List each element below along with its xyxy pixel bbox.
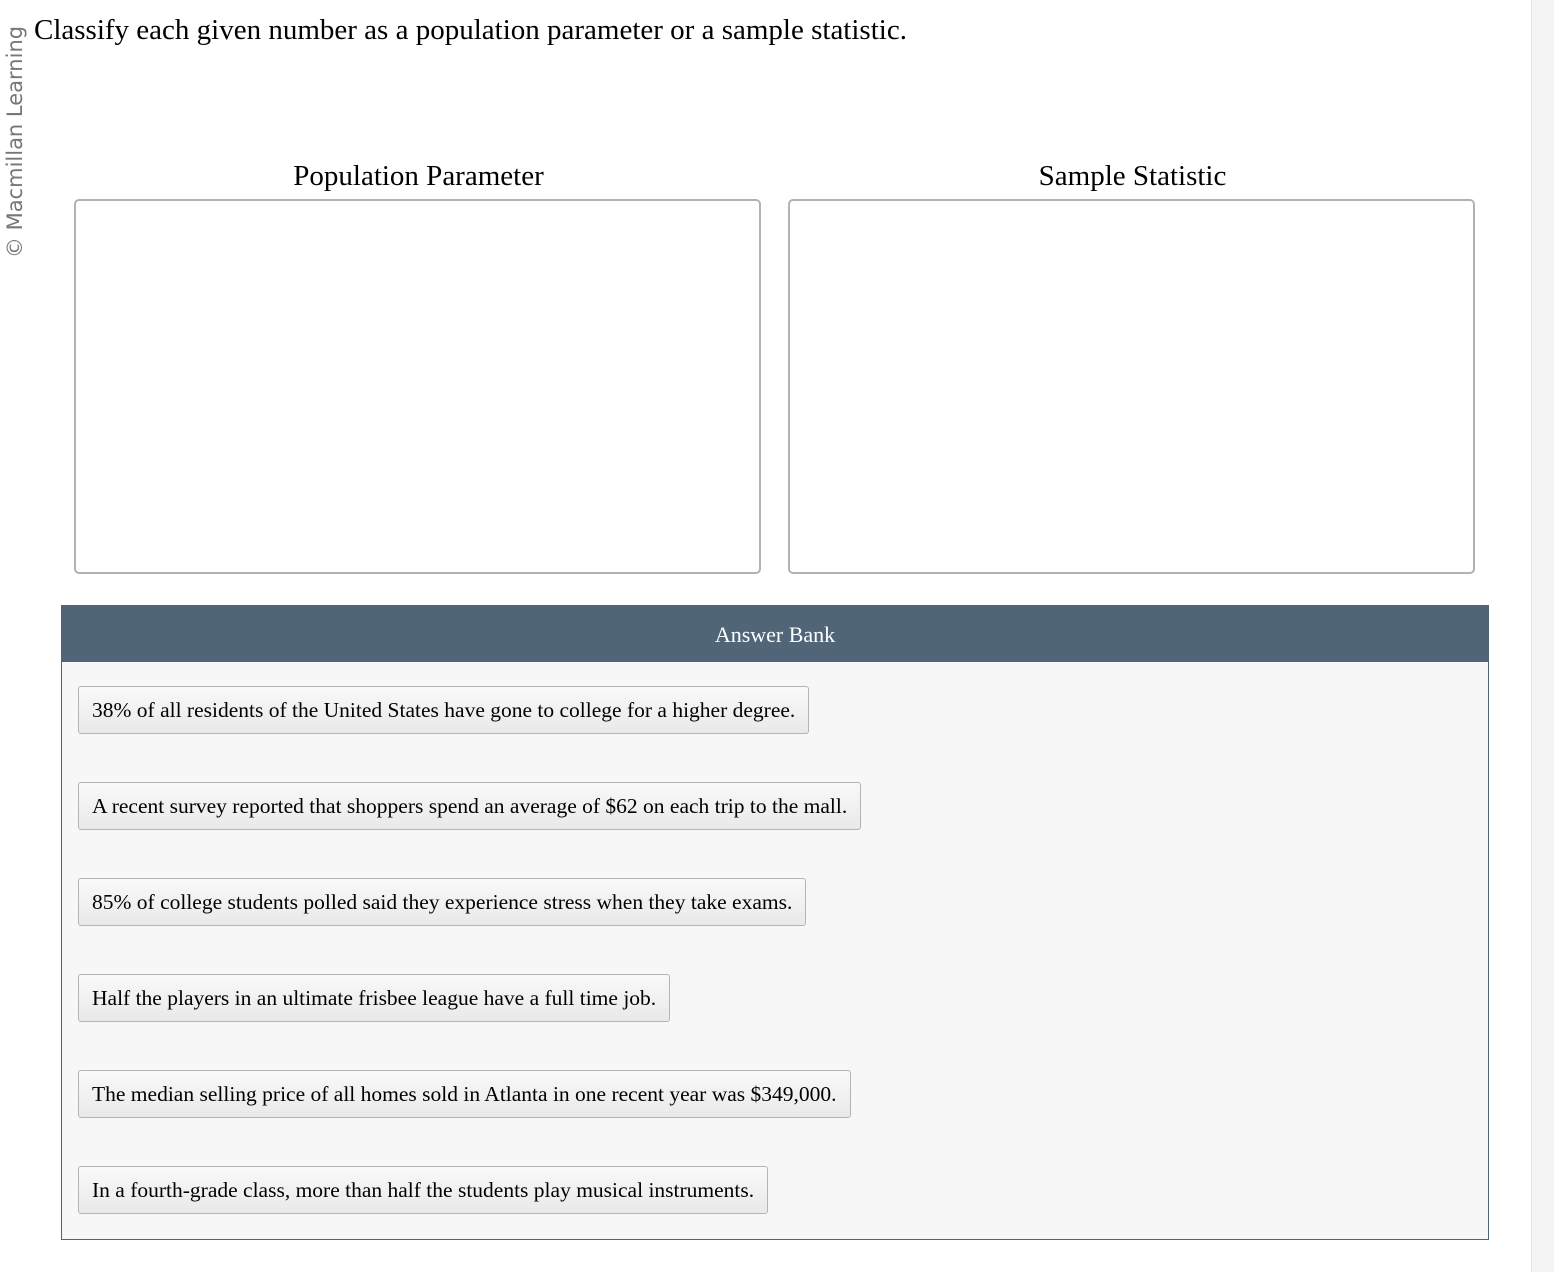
answer-bank[interactable] [61,605,1489,1240]
answer-item-frisbee-league[interactable]: Half the players in an ultimate frisbee league have a full time job. [78,974,670,1022]
sample-statistic-title: Sample Statistic [1038,160,1227,192]
answer-item-atlanta-homes[interactable]: The median selling price of all homes sold in Atlanta in one recent year was $349,000. [78,1070,851,1118]
answer-item-fourth-grade[interactable]: In a fourth-grade class, more than half the students play musical instruments. [78,1166,768,1214]
answer-item-students-stress[interactable]: 85% of college students polled said they experience stress when they take exams. [78,878,806,926]
population-parameter-title: Population Parameter [293,160,544,192]
sample-statistic-dropzone[interactable] [788,199,1475,574]
population-parameter-dropzone[interactable] [74,199,761,574]
copyright-watermark [0,25,30,259]
answer-item-shoppers-survey[interactable]: A recent survey reported that shoppers spend an average of $62 on each trip to the mall. [78,782,861,830]
watermark-text: © Macmillan Learning [3,25,27,259]
vertical-scrollbar[interactable] [1531,0,1554,1272]
answer-bank-items [62,662,1488,1262]
question-prompt: Classify each given number as a population parameter or a sample statistic. [34,14,907,46]
answer-item-us-residents-college[interactable]: 38% of all residents of the United States have gone to college for a higher degree. [78,686,809,734]
answer-bank-header: Answer Bank [62,606,1488,662]
